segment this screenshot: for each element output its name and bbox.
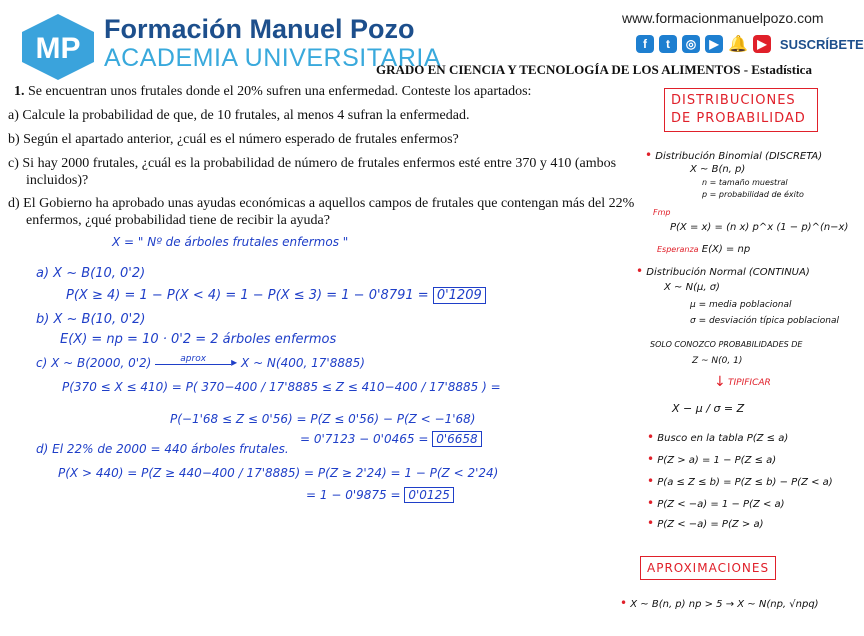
- rule-4-text: P(Z < −a) = P(Z > a): [657, 519, 764, 530]
- facebook-icon[interactable]: f: [636, 35, 654, 53]
- solution-d-result: = 1 − 0'9875 =: [306, 488, 401, 502]
- rule-1-text: P(Z > a) = 1 − P(Z ≤ a): [657, 455, 777, 466]
- twitter-icon[interactable]: t: [659, 35, 677, 53]
- normal-sigma: σ = desviación típica poblacional: [690, 316, 839, 326]
- problem-item-c: [8, 155, 638, 189]
- approx-arrow: aprox: [155, 354, 231, 365]
- approximation-rule-text: X ~ B(n, p) np > 5 → X ~ N(np, √npq): [630, 599, 819, 610]
- item-label: d): [8, 196, 20, 211]
- solution-a-line2: [66, 288, 486, 303]
- approximations-title: APROXIMACIONES: [640, 556, 776, 580]
- solution-c-normal: X ~ N(400, 17'8885): [241, 356, 365, 370]
- item-text: Calcule la probabilidad de que, de 10 frutales, al menos 4 sufran la enfermedad.: [22, 108, 470, 123]
- item-label: c): [8, 156, 19, 171]
- solution-c-line4: [300, 432, 482, 446]
- rule-1: [647, 452, 776, 466]
- item-text: El Gobierno ha aprobado unas ayudas económicas a aquellos campos de frutales que contengan más del 22% enfermos, ¿qué probabilidad tiene de recibir la ayuda?: [23, 196, 635, 228]
- normal-mu: μ = media poblacional: [690, 300, 792, 310]
- solution-c-line2: P(370 ≤ X ≤ 410) = P( 370−400 / 17'8885 ≤ Z ≤ 410−400 / 17'8885 ) =: [62, 380, 501, 394]
- bell-icon: 🔔: [728, 36, 748, 53]
- solution-a-line1: a) X ~ B(10, 0'2): [36, 266, 146, 281]
- down-arrow-icon: ↓: [714, 374, 726, 390]
- brand-subtitle: ACADEMIA UNIVERSITARIA: [104, 44, 441, 72]
- svg-text:MP: MP: [35, 32, 81, 65]
- item-label: b): [8, 132, 20, 147]
- rule-2-text: P(a ≤ Z ≤ b) = P(Z ≤ b) − P(Z < a): [657, 477, 833, 488]
- approximation-rule: [620, 596, 819, 610]
- esperanza-label: Esperanza: [657, 245, 699, 254]
- rule-4: [647, 516, 763, 530]
- busco-text: Busco en la tabla P(Z ≤ a): [657, 433, 789, 444]
- academy-logo: [18, 12, 98, 82]
- binomial-p: p = probabilidad de éxito: [702, 190, 804, 199]
- problem-item-a: [8, 107, 618, 124]
- problem-item-d: [8, 195, 638, 229]
- bullet: •: [647, 474, 655, 488]
- esperanza-row: [657, 244, 750, 255]
- problem-item-b: [8, 131, 618, 148]
- rule-3: [647, 496, 785, 510]
- answer-c-box: 0'6658: [432, 431, 481, 447]
- bullet: •: [647, 496, 655, 510]
- esperanza-formula: E(X) = np: [701, 244, 751, 255]
- course-title: GRADO EN CIENCIA Y TECNOLOGÍA DE LOS ALIMENTOS - Estadística: [376, 62, 812, 77]
- instagram-icon[interactable]: ◎: [682, 35, 700, 53]
- busco-row: [647, 430, 788, 444]
- solution-c-result: = 0'7123 − 0'0465 =: [300, 432, 429, 446]
- binomial-heading: [645, 148, 822, 162]
- website-link[interactable]: www.formacionmanuelpozo.com: [622, 10, 824, 26]
- normal-heading: [636, 264, 810, 278]
- tipificar-label: TIPIFICAR: [728, 378, 771, 388]
- binomial-def: X ~ B(n, p): [690, 164, 746, 175]
- solo-text: SOLO CONOZCO PROBABILIDADES DE: [650, 340, 803, 349]
- normal-def: X ~ N(μ, σ): [664, 282, 720, 293]
- subscribe-button[interactable]: SUSCRÍBETE: [779, 36, 864, 52]
- solution-c-line1: c) X ~ B(2000, 0'2) aprox ▸ X ~ N(400, 17'8885): [36, 354, 365, 370]
- binomial-n: n = tamaño muestral: [702, 178, 788, 187]
- brand-name: Formación Manuel Pozo: [104, 14, 415, 44]
- item-label: a): [8, 108, 19, 123]
- solution-d-line1: d) El 22% de 2000 = 440 árboles frutales.: [36, 442, 289, 456]
- solution-a-steps: P(X ≥ 4) = 1 − P(X < 4) = 1 − P(X ≤ 3) = 1 − 0'8791 =: [66, 288, 429, 303]
- problem-intro-text: Se encuentran unos frutales donde el 20% sufren una enfermedad. Conteste los apartados:: [28, 84, 532, 99]
- bullet: •: [647, 430, 655, 444]
- youtube-icon[interactable]: ▶: [705, 35, 723, 53]
- tipificar-formula: X − μ / σ = Z: [672, 402, 745, 415]
- bullet: •: [645, 148, 653, 162]
- solution-d-line2: P(X > 440) = P(Z ≥ 440−400 / 17'8885) = P(Z ≥ 2'24) = 1 − P(Z < 2'24): [58, 466, 499, 480]
- problem-number: 1.: [14, 84, 25, 99]
- bullet: •: [647, 452, 655, 466]
- answer-d-box: 0'0125: [404, 487, 453, 503]
- rule-2: [647, 474, 833, 488]
- rule-3-text: P(Z < −a) = 1 − P(Z < a): [657, 499, 785, 510]
- bullet: •: [647, 516, 655, 530]
- bullet: •: [636, 264, 644, 278]
- solo-dist: Z ~ N(0, 1): [692, 356, 743, 366]
- solution-b-line2: E(X) = np = 10 · 0'2 = 2 árboles enfermos: [60, 332, 337, 347]
- social-bar: [636, 32, 864, 56]
- fmp-label: Fmp: [653, 208, 671, 217]
- normal-title: Distribución Normal (CONTINUA): [646, 267, 810, 278]
- fmp-formula: P(X = x) = (n x) p^x (1 − p)^(n−x): [670, 222, 849, 233]
- solution-c-line3: P(−1'68 ≤ Z ≤ 0'56) = P(Z ≤ 0'56) − P(Z < −1'68): [170, 412, 476, 426]
- answer-a-box: 0'1209: [433, 287, 486, 304]
- variable-definition: X = " Nº de árboles frutales enfermos ": [112, 235, 349, 249]
- problem-intro: [14, 83, 614, 100]
- solution-c-binomial: c) X ~ B(2000, 0'2): [36, 356, 152, 370]
- solution-d-line3: [306, 488, 454, 502]
- solution-b-line1: b) X ~ B(10, 0'2): [36, 312, 146, 327]
- bullet: •: [620, 596, 628, 610]
- notes-title: DISTRIBUCIONES DE PROBABILIDAD: [664, 88, 818, 132]
- youtube-play-icon[interactable]: ▶: [753, 35, 771, 53]
- item-text: Si hay 2000 frutales, ¿cuál es la probabilidad de número de frutales enfermos esté entre 370 y 410 (ambos incluidos)?: [22, 156, 617, 188]
- binomial-title: Distribución Binomial (DISCRETA): [655, 151, 823, 162]
- item-text: Según el apartado anterior, ¿cuál es el número esperado de frutales enfermos?: [23, 132, 459, 147]
